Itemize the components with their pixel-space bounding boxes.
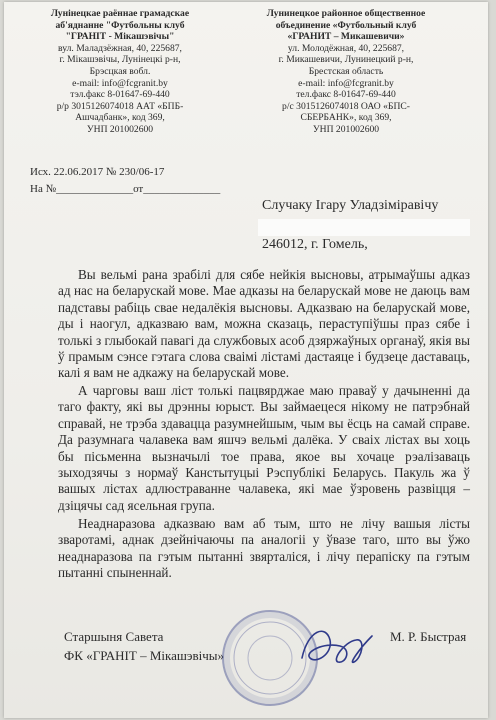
- incoming-reference: На №______________от______________: [30, 183, 221, 195]
- letterhead-russian: [248, 8, 444, 136]
- letter-page: [4, 2, 488, 718]
- body-paragraph-2: А чарговы ваш ліст толькі пацвярджае маю праваў у дачыненні да таго факту, які вы дрэнны юрыст. Вы займаецеся нікому не патрэбнай справай, не трэба здавацца разумнейшым, чым вы ёсць на самай справе. Да разумнага чалавека вам яшчэ вельмі далёка. У сваіх лістах вы хоць бы пісьменна вызначылі тое права, якое вы хочаце рэалізаваць зыходзячы з нормаў Канстытуцыі Рэспублікі Беларусь. Пакуль жа ў вашых лістах адлюстраванне чалавека, які мае ўзровень развіцця – дзіцячы сад ясельная група.: [58, 383, 470, 513]
- bank-line1: р/р 3015126074018 ААТ «БПБ-: [56, 100, 184, 112]
- phone: тэл.факс 8-01647-69-440: [70, 89, 170, 101]
- bank-line1: р/с 3015126074018 ОАО «БПС-: [282, 100, 410, 112]
- body-paragraph-3: Неаднаразова адказваю вам аб тым, што не лічу вашыя лісты зваротамі, аднак дзейнічаючы па аналогіі у ўвазе таго, што вы ўжо неаднаразова па гэтым пытанні звярталіся, і лічу перапіску па гэтым пытанні спыненнай.: [58, 516, 470, 581]
- outgoing-reference: Исх. 22.06.2017 № 230/06-17: [30, 166, 165, 178]
- org-name-line1: Лунинецкое районное общественное: [266, 8, 426, 19]
- email: e-mail: info@fcgranit.by: [72, 77, 168, 89]
- org-name-line1: Лунінецкае раённае грамадскае: [50, 8, 190, 19]
- address-line2: г. Микашевичи, Лунинецкий р-н,: [278, 54, 414, 66]
- org-name-line2: объединение «Футбольный клуб: [275, 19, 417, 31]
- addressee-name: Случаку Ігару Уладзіміравічу: [262, 198, 439, 213]
- signer-title: Старшыня Савета: [64, 629, 164, 644]
- address-line1: вул. Маладзёжная, 40, 225687,: [58, 42, 182, 54]
- phone: тел.факс 8-01647-69-440: [296, 89, 396, 101]
- org-name-line3: «ГРАНИТ – Микашевичи»: [287, 31, 405, 43]
- unp: УНП 201002600: [86, 123, 154, 135]
- redacted-address: [258, 219, 470, 236]
- org-name-line3: "ГРАНІТ - Мікашэвічы": [65, 31, 175, 43]
- addressee-postcode-city: 246012, г. Гомель,: [262, 237, 368, 252]
- address-line3: Брестская область: [308, 65, 384, 77]
- address-line1: ул. Молодёжная, 40, 225687,: [287, 42, 405, 54]
- address-line2: г. Мікашэвічы, Лунінецкі р-н,: [59, 54, 181, 66]
- bank-line2: СБЕРБАНК», код 369,: [300, 112, 392, 124]
- signer-organization: ФК «ГРАНІТ – Мікашэвічы»: [64, 648, 224, 663]
- body-paragraph-1: Вы вельмі рана зрабілі для сябе нейкія высновы, атрымаўшы адказ ад нас на беларускай мове. Мае адказы на беларускай мове не даюць вам падставы рабіць свае недалёкія высновы. Адказваю на беларускай мове, ды і наогул, адказваю вам, можна сказаць, пераступіўшы праз сябе і толькі з глыбокай павагі да службовых асоб дзяржаўных органаў, якія вы ў прамым сэнсе гэтага слова сваімі лістамі дастаяце і будзеце даставаць, калі я вам не адкажу на беларускай мове.: [58, 267, 470, 381]
- bank-line2: Ашчадбанк», код 369,: [75, 112, 165, 124]
- email: e-mail: info@fcgranit.by: [298, 77, 394, 89]
- letterhead-belarusian: [22, 8, 218, 136]
- unp: УНП 201002600: [312, 123, 380, 135]
- address-line3: Брэсцкая вобл.: [89, 65, 151, 77]
- handwritten-signature: [296, 618, 378, 678]
- signer-name: М. Р. Быстрая: [390, 629, 467, 644]
- org-name-line2: аб'яднанне "Футбольны клуб: [55, 19, 185, 31]
